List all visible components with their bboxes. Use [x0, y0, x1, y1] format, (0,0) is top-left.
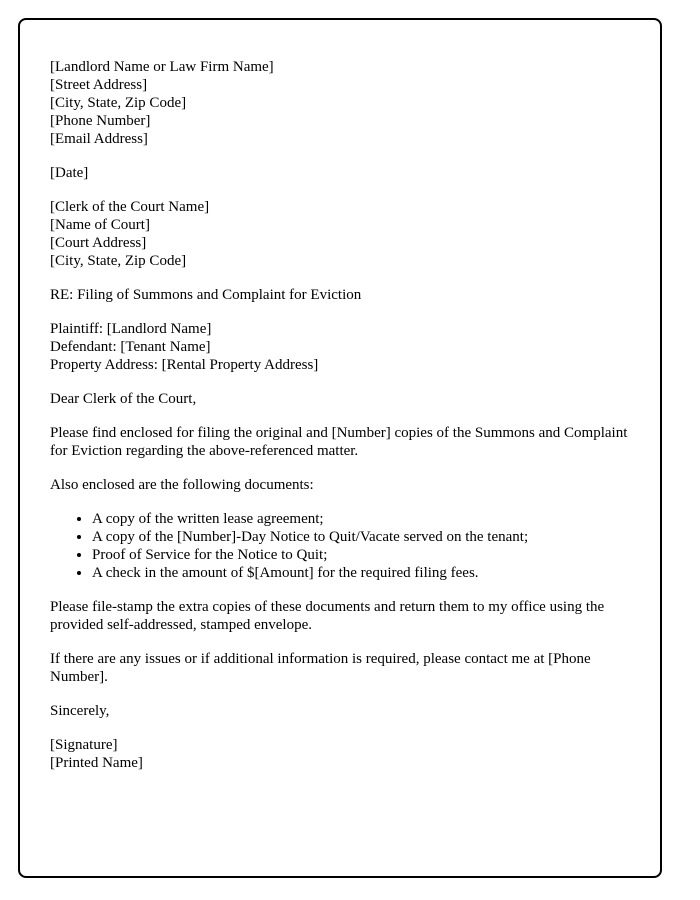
recipient-clerk-line: [Clerk of the Court Name] [50, 199, 210, 215]
sender-block [50, 58, 630, 148]
defendant-line: Defendant: [Tenant Name] [50, 339, 211, 355]
printed-name-line: [Printed Name] [50, 755, 143, 771]
closing-line: Sincerely, [50, 703, 110, 719]
sender-city-line: [City, State, Zip Code] [50, 95, 187, 111]
enclosure-item-check: • A check in the amount of $[Amount] for the required filing fees. [92, 564, 630, 582]
subject-block [50, 286, 630, 304]
closing-block [50, 702, 630, 720]
body-paragraph-1: Please find enclosed for filing the original and [Number] copies of the Summons and Complaint for Eviction regarding the above-referenced matter. [50, 425, 628, 459]
signature-line: [Signature] [50, 737, 118, 753]
enclosure-list [50, 510, 630, 582]
sender-phone-line: [Phone Number] [50, 113, 151, 129]
sender-street-line: [Street Address] [50, 77, 148, 93]
signature-block [50, 736, 630, 772]
case-info-block [50, 320, 630, 374]
recipient-city-line: [City, State, Zip Code] [50, 253, 187, 269]
plaintiff-line: Plaintiff: [Landlord Name] [50, 321, 212, 337]
salutation-block [50, 390, 630, 408]
enclosure-item-proof-of-service: • Proof of Service for the Notice to Quit; [92, 546, 630, 564]
date-line: [Date] [50, 165, 89, 181]
body-paragraph-3: Please file-stamp the extra copies of these documents and return them to my office using the provided self-addressed, stamped envelope. [50, 599, 605, 633]
sender-name-line: [Landlord Name or Law Firm Name] [50, 59, 274, 75]
subject-line: RE: Filing of Summons and Complaint for Eviction [50, 287, 362, 303]
recipient-court-line: [Name of Court] [50, 217, 150, 233]
letter-document [18, 18, 662, 878]
property-address-line: Property Address: [Rental Property Address] [50, 357, 319, 373]
enclosure-item-lease: • A copy of the written lease agreement; [92, 510, 630, 528]
recipient-block [50, 198, 630, 270]
recipient-address-line: [Court Address] [50, 235, 147, 251]
salutation-line: Dear Clerk of the Court, [50, 391, 197, 407]
body-paragraph-4: If there are any issues or if additional information is required, please contact me at [Phone Number]. [50, 651, 591, 685]
date-block [50, 164, 630, 182]
sender-email-line: [Email Address] [50, 131, 148, 147]
enclosure-item-notice: • A copy of the [Number]-Day Notice to Quit/Vacate served on the tenant; [92, 528, 630, 546]
body-paragraph-2: Also enclosed are the following documents: [50, 477, 314, 493]
